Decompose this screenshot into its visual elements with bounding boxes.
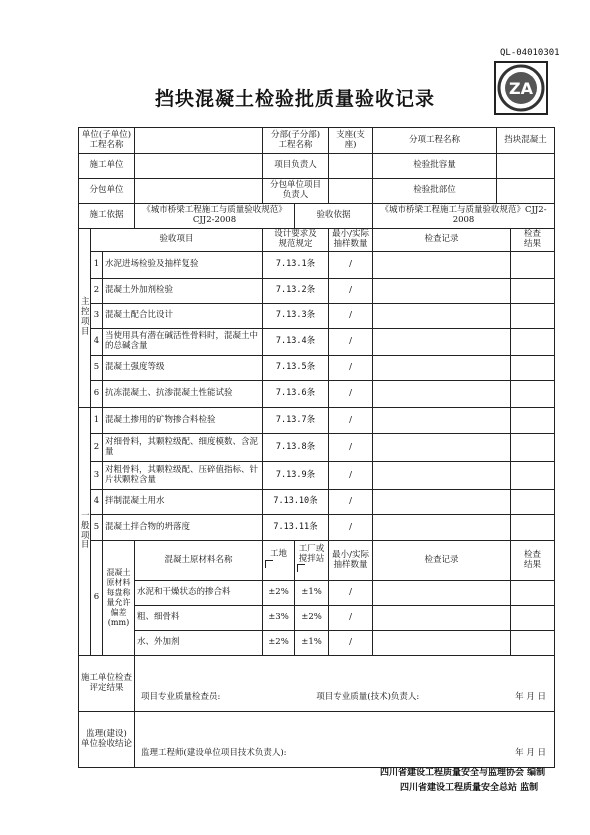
weigh-plant-tolerance: ±1%	[295, 581, 329, 606]
item-record[interactable]	[373, 408, 511, 434]
table-row	[79, 356, 555, 381]
item-name: 混凝土强度等级	[103, 356, 263, 381]
item-clause: 7.13.8条	[263, 434, 329, 462]
batch-part-value[interactable]	[497, 179, 555, 204]
weigh-site-label: 工地	[269, 548, 287, 559]
item-clause: 7.13.5条	[263, 356, 329, 381]
acceptance-basis-label: 验收依据	[295, 204, 373, 229]
item-result[interactable]	[511, 381, 555, 408]
batch-capacity-value[interactable]	[497, 154, 555, 179]
item-clause: 7.13.11条	[263, 515, 329, 541]
item-name: 对粗骨料，其颗粒级配、压碎值指标、针片状颗粒含量	[103, 462, 263, 490]
part-name-value: 支座(支座)	[329, 128, 373, 154]
construction-unit-value[interactable]	[135, 154, 263, 179]
construction-basis-value: 《城市桥梁工程施工与质量验收规范》CJJ2-2008	[135, 204, 295, 229]
document-code: QL-04010301	[500, 48, 560, 58]
weigh-material-name: 粗、细骨料	[135, 606, 263, 631]
weigh-result[interactable]	[511, 581, 555, 606]
table-row	[79, 304, 555, 329]
table-row	[79, 252, 555, 279]
weigh-plant-header	[295, 541, 329, 581]
construction-check-label: 施工单位检查 评定结果	[79, 656, 135, 712]
project-lead-label: 项目负责人	[263, 154, 329, 179]
item-record[interactable]	[373, 304, 511, 329]
item-result[interactable]	[511, 434, 555, 462]
item-record[interactable]	[373, 252, 511, 279]
item-result[interactable]	[511, 490, 555, 515]
item-sample: /	[329, 381, 373, 408]
za-logo	[493, 60, 549, 116]
weigh-record[interactable]	[373, 606, 511, 631]
table-row	[79, 329, 555, 356]
general-items-label: 一 般 项 目	[79, 408, 91, 656]
supervisor-note: 四川省建设工程质量安全总站 监制	[400, 783, 539, 793]
supervising-engineer-label: 监理工程师(建设单位项目技术负责人):	[141, 748, 287, 759]
table-row	[79, 490, 555, 515]
weigh-plant-tolerance: ±2%	[295, 606, 329, 631]
weigh-sample: /	[329, 581, 373, 606]
unit-name-label: 单位(子单位) 工程名称	[79, 128, 135, 154]
item-number: 5	[91, 356, 103, 381]
table-row	[79, 434, 555, 462]
item-clause: 7.13.6条	[263, 381, 329, 408]
item-record[interactable]	[373, 434, 511, 462]
compiler-note: 四川省建设工程质量安全与监理协会 编制	[380, 768, 546, 778]
item-result[interactable]	[511, 304, 555, 329]
item-number: 1	[91, 252, 103, 279]
item-name: 水泥进场检验及抽样复验	[103, 252, 263, 279]
item-clause: 7.13.4条	[263, 329, 329, 356]
table-row	[79, 515, 555, 541]
item-clause: 7.13.2条	[263, 279, 329, 304]
weigh-record-header: 检查记录	[373, 541, 511, 581]
table-row	[79, 581, 555, 606]
plant-checkbox[interactable]	[297, 564, 305, 572]
item-result[interactable]	[511, 329, 555, 356]
construction-basis-label: 施工依据	[79, 204, 135, 229]
item-result[interactable]	[511, 252, 555, 279]
item-name: 混凝土拌合物的坍落度	[103, 515, 263, 541]
weigh-record[interactable]	[373, 581, 511, 606]
table-row	[79, 462, 555, 490]
item-number: 4	[91, 329, 103, 356]
weigh-result[interactable]	[511, 606, 555, 631]
item-number: 4	[91, 490, 103, 515]
supervision-date: 年 月 日	[515, 748, 547, 759]
construction-check-area[interactable]	[135, 656, 555, 712]
item-result[interactable]	[511, 356, 555, 381]
item-sample: /	[329, 434, 373, 462]
weigh-material-name: 水泥和干燥状态的掺合料	[135, 581, 263, 606]
item-sample: /	[329, 329, 373, 356]
unit-name-value[interactable]	[135, 128, 263, 154]
col-result-header: 检查 结果	[511, 229, 555, 252]
project-lead-value[interactable]	[329, 154, 373, 179]
item-record[interactable]	[373, 381, 511, 408]
subcontract-unit-value[interactable]	[135, 179, 263, 204]
subcontract-lead-value[interactable]	[329, 179, 373, 204]
col-item-header: 验收项目	[91, 229, 263, 252]
item-number: 2	[91, 279, 103, 304]
item-name: 当使用具有潜在碱活性骨料时，混凝土中的总碱含量	[103, 329, 263, 356]
item-sample: /	[329, 356, 373, 381]
item-record[interactable]	[373, 515, 511, 541]
quality-inspector-label: 项目专业质量检查员:	[141, 692, 221, 703]
subitem-name-label: 分项工程名称	[373, 128, 497, 154]
page-title: 挡块混凝土检验批质量验收记录	[154, 88, 435, 110]
site-checkbox[interactable]	[265, 560, 273, 568]
item-result[interactable]	[511, 462, 555, 490]
logo-text: ZA	[509, 79, 533, 98]
item-number: 6	[91, 381, 103, 408]
table-row	[79, 631, 555, 656]
item-number: 5	[91, 515, 103, 541]
subcontract-lead-label: 分包单位项目 负责人	[263, 179, 329, 204]
supervision-area[interactable]	[135, 712, 555, 768]
item-name: 混凝土掺用的矿物掺合料检验	[103, 408, 263, 434]
item-sample: /	[329, 279, 373, 304]
item-number: 2	[91, 434, 103, 462]
batch-capacity-label: 检验批容量	[373, 154, 497, 179]
item-record[interactable]	[373, 329, 511, 356]
weigh-material-name: 水、外加剂	[135, 631, 263, 656]
item-name: 混凝土外加剂检验	[103, 279, 263, 304]
subitem-name-value: 挡块混凝土	[497, 128, 555, 154]
subcontract-unit-label: 分包单位	[79, 179, 135, 204]
item-record[interactable]	[373, 490, 511, 515]
item-sample: /	[329, 490, 373, 515]
part-name-label: 分部(子分部) 工程名称	[263, 128, 329, 154]
item-result[interactable]	[511, 408, 555, 434]
main-control-label: 主 控 项 目	[79, 229, 91, 408]
item-number: 3	[91, 304, 103, 329]
table-row	[79, 408, 555, 434]
item-sample: /	[329, 252, 373, 279]
weigh-record[interactable]	[373, 631, 511, 656]
item-number: 1	[91, 408, 103, 434]
weigh-site-tolerance: ±3%	[263, 606, 295, 631]
item-clause: 7.13.10条	[263, 490, 329, 515]
table-row	[79, 606, 555, 631]
supervision-label: 监理(建设) 单位验收结论	[79, 712, 135, 768]
item-sample: /	[329, 304, 373, 329]
item-sample: /	[329, 462, 373, 490]
item-record[interactable]	[373, 279, 511, 304]
weigh-sample-header: 最小/实际 抽样数量	[329, 541, 373, 581]
item-name: 拌制混凝土用水	[103, 490, 263, 515]
weigh-number: 6	[91, 541, 103, 656]
table-row	[79, 381, 555, 408]
item-sample: /	[329, 408, 373, 434]
item-result[interactable]	[511, 279, 555, 304]
weigh-result-header: 检查 结果	[511, 541, 555, 581]
acceptance-basis-value: 《城市桥梁工程施工与质量验收规范》CJJ2-2008	[373, 204, 555, 229]
item-clause: 7.13.3条	[263, 304, 329, 329]
construction-unit-label: 施工单位	[79, 154, 135, 179]
item-record[interactable]	[373, 356, 511, 381]
table-row	[79, 279, 555, 304]
weigh-site-tolerance: ±2%	[263, 631, 295, 656]
tech-lead-label: 项目专业质量(技术)负责人:	[316, 692, 420, 703]
col-sample-header: 最小/实际 抽样数量	[329, 229, 373, 252]
weigh-plant-label: 工厂或搅拌站	[298, 543, 325, 564]
item-record[interactable]	[373, 462, 511, 490]
col-design-header: 设计要求及 规范规定	[263, 229, 329, 252]
construction-date: 年 月 日	[515, 692, 547, 703]
weigh-sample: /	[329, 606, 373, 631]
weigh-site-header	[263, 541, 295, 581]
item-sample: /	[329, 515, 373, 541]
item-result[interactable]	[511, 515, 555, 541]
item-clause: 7.13.9条	[263, 462, 329, 490]
item-name: 对细骨料，其颗粒级配、细度模数、含泥量	[103, 434, 263, 462]
item-name: 抗冻混凝土、抗渗混凝土性能试验	[103, 381, 263, 408]
item-clause: 7.13.1条	[263, 252, 329, 279]
weigh-sample: /	[329, 631, 373, 656]
acceptance-table	[78, 127, 555, 768]
weigh-result[interactable]	[511, 631, 555, 656]
weigh-name-header: 混凝土原材料名称	[135, 541, 263, 581]
weigh-plant-tolerance: ±1%	[295, 631, 329, 656]
item-clause: 7.13.7条	[263, 408, 329, 434]
col-record-header: 检查记录	[373, 229, 511, 252]
item-number: 3	[91, 462, 103, 490]
item-name: 混凝土配合比设计	[103, 304, 263, 329]
batch-part-label: 检验批部位	[373, 179, 497, 204]
weigh-site-tolerance: ±2%	[263, 581, 295, 606]
weigh-label: 混凝土原材料每盘称量允许偏差(mm)	[103, 541, 135, 656]
